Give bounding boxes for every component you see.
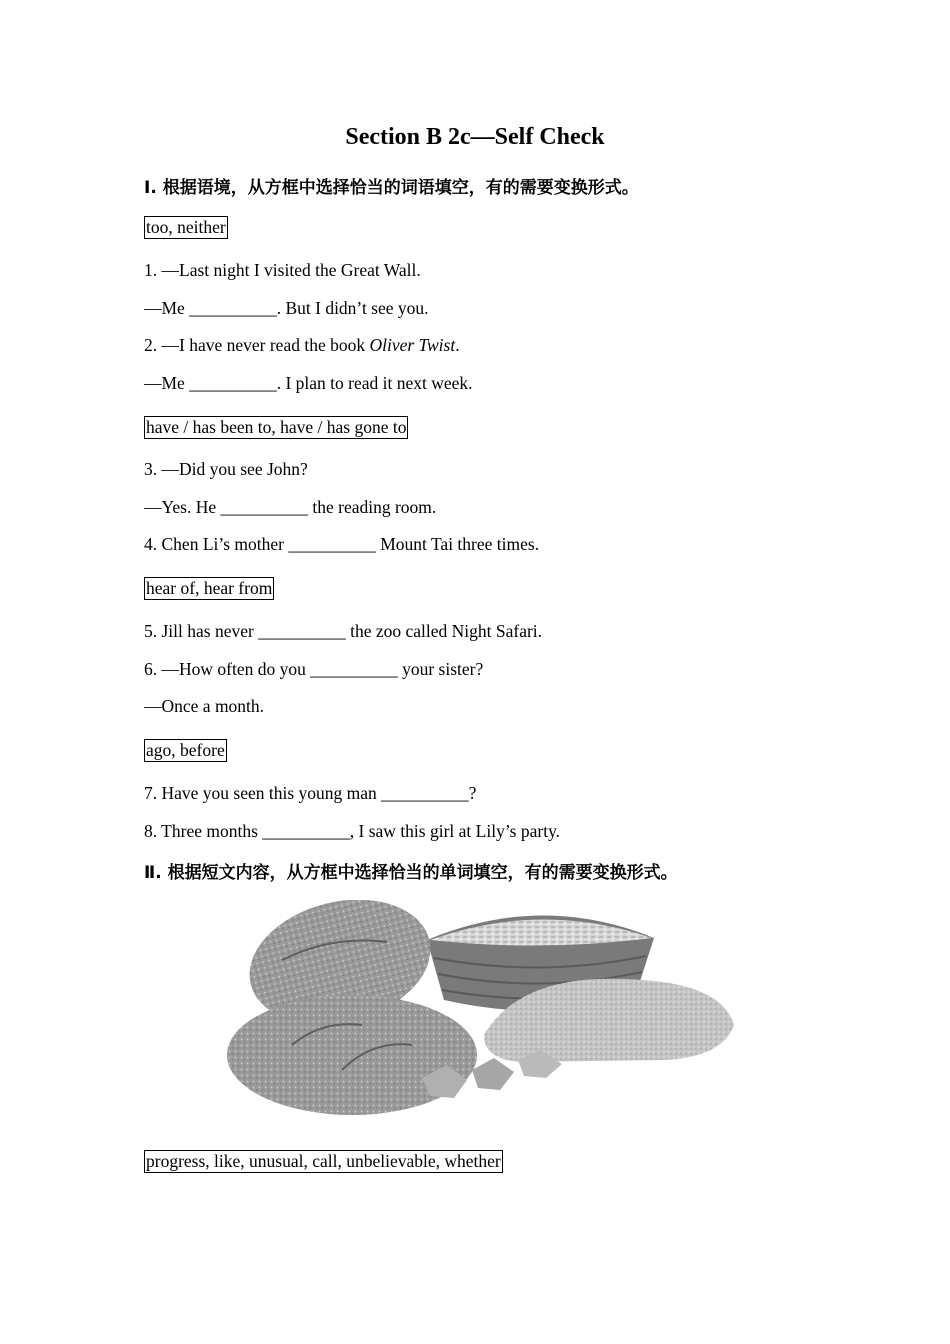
question-3b: —Yes. He __________ the reading room. (144, 497, 437, 517)
question-2a-pre: 2. —I have never read the book (144, 335, 370, 355)
question-7: 7. Have you seen this young man __________? (144, 783, 477, 803)
word-box-5: progress, like, unusual, call, unbelievable, whether (146, 1151, 501, 1171)
part2-heading: Ⅱ. 根据短文内容，从方框中选择恰当的单词填空，有的需要变换形式。 (144, 863, 678, 883)
question-2b: —Me __________. I plan to read it next week. (144, 373, 473, 393)
question-1a: 1. —Last night I visited the Great Wall. (144, 260, 421, 280)
question-1b: —Me __________. But I didn’t see you. (144, 298, 429, 318)
bread-image (222, 900, 737, 1115)
question-6a: 6. —How often do you __________ your sister? (144, 659, 484, 679)
question-2a (144, 335, 460, 356)
question-2a-post: . (455, 335, 460, 355)
word-box-4: ago, before (146, 740, 225, 760)
part1-heading: Ⅰ. 根据语境，从方框中选择恰当的词语填空，有的需要变换形式。 (144, 178, 639, 198)
question-6b: —Once a month. (144, 696, 265, 716)
question-8: 8. Three months __________, I saw this girl at Lily’s party. (144, 821, 561, 841)
question-4: 4. Chen Li’s mother __________ Mount Tai three times. (144, 534, 540, 554)
question-3a: 3. —Did you see John? (144, 459, 308, 479)
word-box-1: too, neither (146, 217, 226, 237)
word-box-2: have / has been to, have / has gone to (146, 417, 407, 437)
page-title: Section B 2c—Self Check (345, 124, 605, 150)
word-box-3: hear of, hear from (146, 578, 273, 598)
book-title: Oliver Twist (369, 335, 456, 355)
question-5: 5. Jill has never __________ the zoo called Night Safari. (144, 621, 543, 641)
